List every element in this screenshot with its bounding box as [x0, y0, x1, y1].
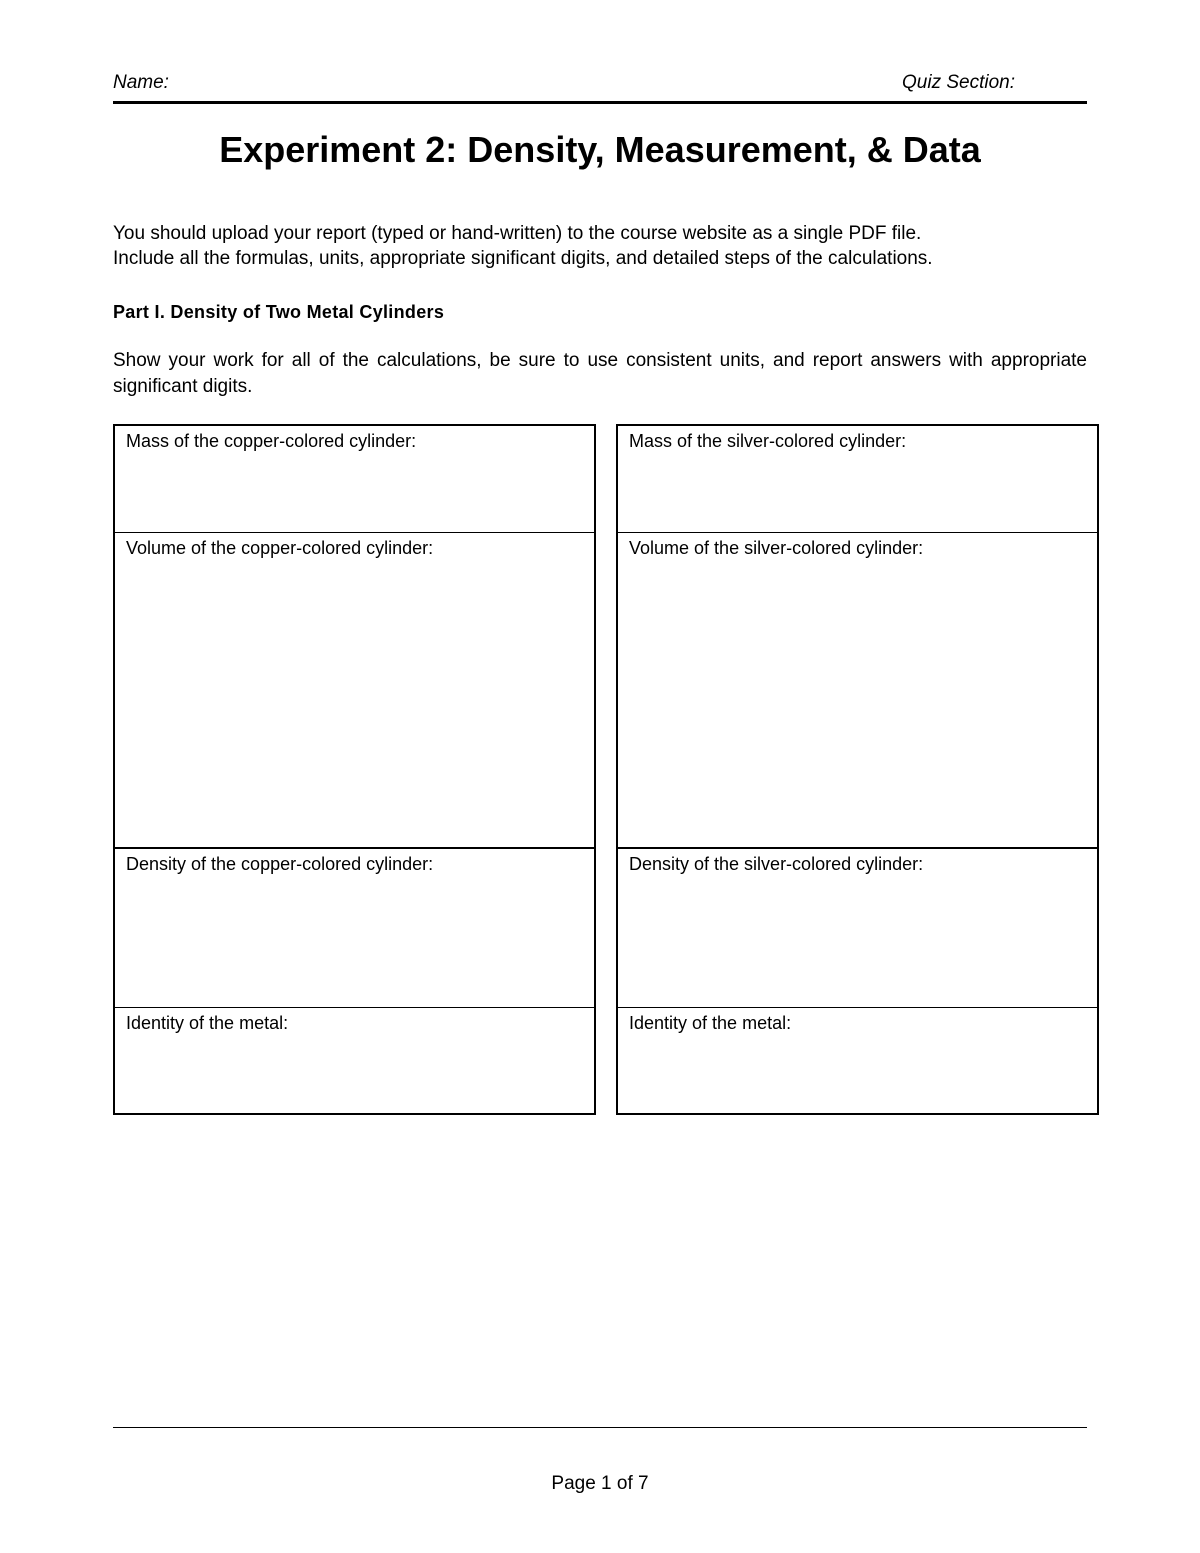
part-1-description: Show your work for all of the calculations, be sure to use consistent units, and report answers with appropriate significant digits. — [113, 350, 1087, 397]
copper-cylinder-answer-box — [113, 424, 596, 1115]
header-divider — [113, 101, 1087, 104]
copper-mass-field[interactable] — [115, 426, 594, 533]
page-title: Experiment 2: Density, Measurement, & Data — [219, 129, 981, 170]
copper-mass-label: Mass of the copper-colored cylinder: — [126, 431, 417, 451]
copper-identity-field[interactable] — [115, 1008, 594, 1113]
copper-identity-label: Identity of the metal: — [126, 1013, 289, 1033]
instructions-line-2: Include all the formulas, units, appropriate significant digits, and detailed steps of the calculations. — [113, 248, 933, 269]
copper-volume-field[interactable] — [115, 533, 594, 849]
silver-mass-field[interactable] — [618, 426, 1097, 533]
silver-density-field[interactable] — [618, 849, 1097, 1008]
copper-density-field[interactable] — [115, 849, 594, 1008]
copper-volume-label: Volume of the copper-colored cylinder: — [126, 538, 434, 558]
name-label: Name: — [113, 72, 169, 93]
part-1-heading: Part I. Density of Two Metal Cylinders — [113, 302, 445, 322]
silver-volume-field[interactable] — [618, 533, 1097, 849]
silver-cylinder-answer-box — [616, 424, 1099, 1115]
silver-volume-label: Volume of the silver-colored cylinder: — [629, 538, 924, 558]
silver-mass-label: Mass of the silver-colored cylinder: — [629, 431, 907, 451]
quiz-section-label: Quiz Section: — [902, 72, 1015, 93]
page-number: Page 1 of 7 — [551, 1473, 649, 1494]
instructions — [113, 221, 1093, 271]
footer-divider — [113, 1427, 1087, 1428]
silver-density-label: Density of the silver-colored cylinder: — [629, 854, 924, 874]
page-header — [113, 68, 1087, 98]
silver-identity-field[interactable] — [618, 1008, 1097, 1113]
copper-density-label: Density of the copper-colored cylinder: — [126, 854, 434, 874]
instructions-line-1: You should upload your report (typed or hand-written) to the course website as a single PDF file. — [113, 223, 922, 244]
silver-identity-label: Identity of the metal: — [629, 1013, 792, 1033]
